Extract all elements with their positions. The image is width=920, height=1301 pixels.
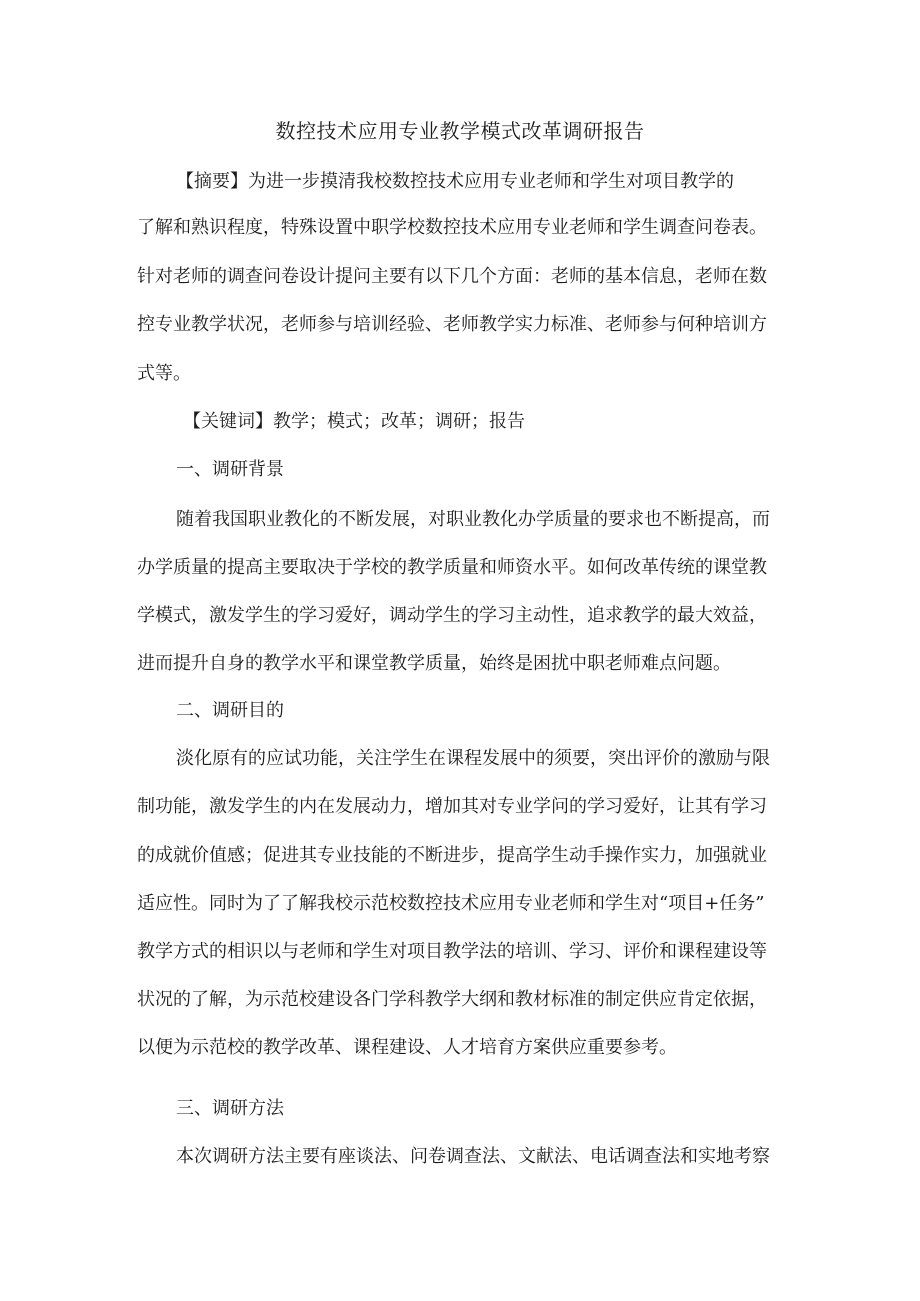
document-title: 数控技术应用专业教学模式改革调研报告: [275, 119, 645, 143]
abstract-line: 针对老师的调查问卷设计提问主要有以下几个方面：老师的基本信息，老师在数: [137, 266, 767, 287]
paragraph-line: 的成就价值感；促进其专业技能的不断进步，提高学生动手操作实力，加强就业: [137, 845, 767, 866]
paragraph-line: 本次调研方法主要有座谈法、问卷调查法、文献法、电话调查法和实地考察: [176, 1146, 770, 1167]
paragraph-line: 状况的了解，为示范校建设各门学科教学大纲和教材标准的制定供应肯定依据，: [137, 989, 767, 1010]
paragraph-line: 教学方式的相识以与老师和学生对项目教学法的培训、学习、评价和课程建设等: [137, 941, 767, 962]
paragraph-line: 以便为示范校的教学改革、课程建设、人才培育方案供应重要参考。: [137, 1037, 677, 1058]
section-heading: 二、调研目的: [176, 700, 284, 721]
paragraph-line: 随着我国职业教化的不断发展，对职业教化办学质量的要求也不断提高，而: [176, 509, 770, 530]
section-heading: 三、调研方法: [176, 1098, 284, 1119]
section-heading: 一、调研背景: [176, 459, 284, 480]
paragraph-line: 进而提升自身的教学水平和课堂教学质量，始终是困扰中职老师难点问题。: [137, 653, 731, 674]
abstract-line: 了解和熟识程度，特殊设置中职学校数控技术应用专业老师和学生调查问卷表。: [137, 217, 767, 238]
abstract-line: 式等。: [137, 363, 191, 384]
paragraph-line: 学模式，激发学生的学习爱好，调动学生的学习主动性，追求教学的最大效益，: [137, 605, 767, 626]
paragraph-line: 制功能，激发学生的内在发展动力，增加其对专业学问的学习爱好，让其有学习: [137, 796, 767, 817]
abstract-line: 【摘要】为进一步摸清我校数控技术应用专业老师和学生对项目教学的: [176, 171, 734, 192]
paragraph-line: 适应性。同时为了了解我校示范校数控技术应用专业老师和学生对“项目+任务”: [137, 893, 765, 914]
paragraph-line: 淡化原有的应试功能，关注学生在课程发展中的须要，突出评价的激励与限: [176, 748, 770, 769]
keywords: 【关键词】教学；模式；改革；调研；报告: [183, 411, 525, 432]
paragraph-line: 办学质量的提高主要取决于学校的教学质量和师资水平。如何改革传统的课堂教: [137, 557, 767, 578]
abstract-line: 控专业教学状况，老师参与培训经验、老师教学实力标准、老师参与何种培训方: [137, 314, 767, 335]
